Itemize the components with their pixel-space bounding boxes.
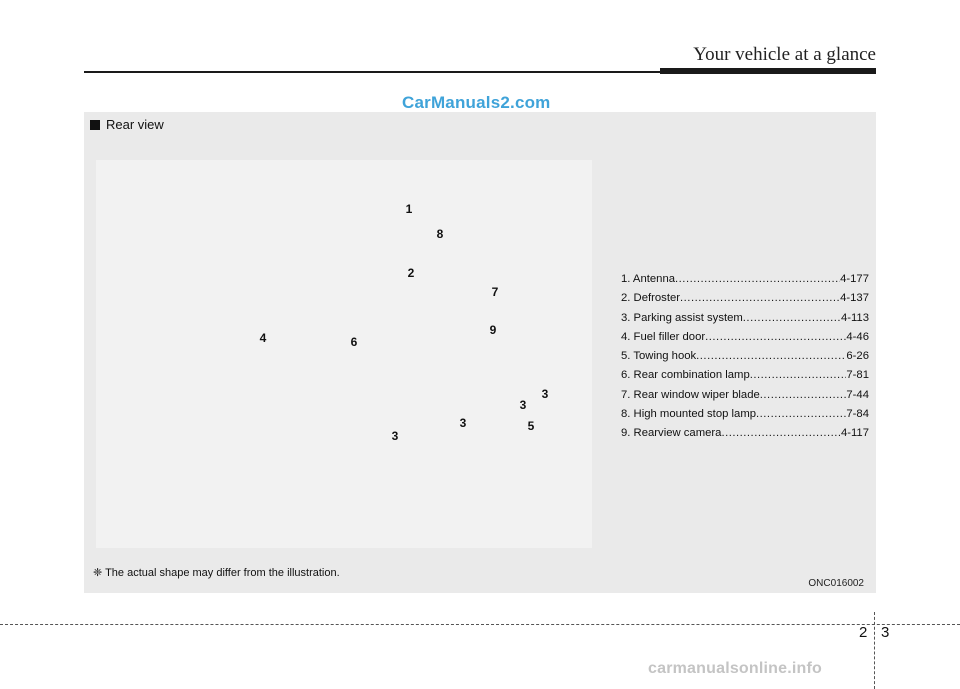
square-bullet-icon [90,120,100,130]
callout-5: 5 [527,419,535,433]
legend-item: 2. Defroster ..... 4-137 [621,289,869,308]
callout-1: 1 [405,202,413,216]
callout-3: 3 [459,416,467,430]
section-title [90,117,164,132]
watermark-bottom[interactable]: carmanualsonline.info [648,660,823,677]
chapter-number: 2 [859,624,868,641]
callout-4: 4 [259,331,267,345]
legend-item: 5. Towing hook ..... 6-26 [621,347,869,366]
watermark-top[interactable]: CarManuals2.com [402,93,551,112]
legend-item: 6. Rear combination lamp ..... 7-81 [621,366,869,385]
callout-6: 6 [350,335,358,349]
legend-item: 1. Antenna ..... 4-177 [621,270,869,289]
header-rule [84,71,660,73]
legend-item: 3. Parking assist system ..... 4-113 [621,309,869,328]
callout-7: 7 [491,285,499,299]
callout-3: 3 [519,398,527,412]
section-title-text: Rear view [106,117,164,132]
page-number-divider [874,612,875,689]
legend-item: 8. High mounted stop lamp ..... 7-84 [621,405,869,424]
legend-list [621,270,869,444]
legend-item: 7. Rear window wiper blade ..... 7-44 [621,386,869,405]
footer-divider [0,624,960,625]
header-rule-accent [660,68,876,74]
callout-3: 3 [541,387,549,401]
legend-item: 9. Rearview camera ..... 4-117 [621,424,869,443]
callout-9: 9 [489,323,497,337]
header-title: Your vehicle at a glance [693,44,876,65]
legend-item: 4. Fuel filler door ..... 4-46 [621,328,869,347]
page-number: 3 [881,624,890,641]
image-code: ONC016002 [808,578,864,589]
rear-view-illustration [96,160,592,548]
callout-8: 8 [436,227,444,241]
callout-2: 2 [407,266,415,280]
illustration-note: ❈ The actual shape may differ from the illustration. [93,567,340,579]
callout-3: 3 [391,429,399,443]
